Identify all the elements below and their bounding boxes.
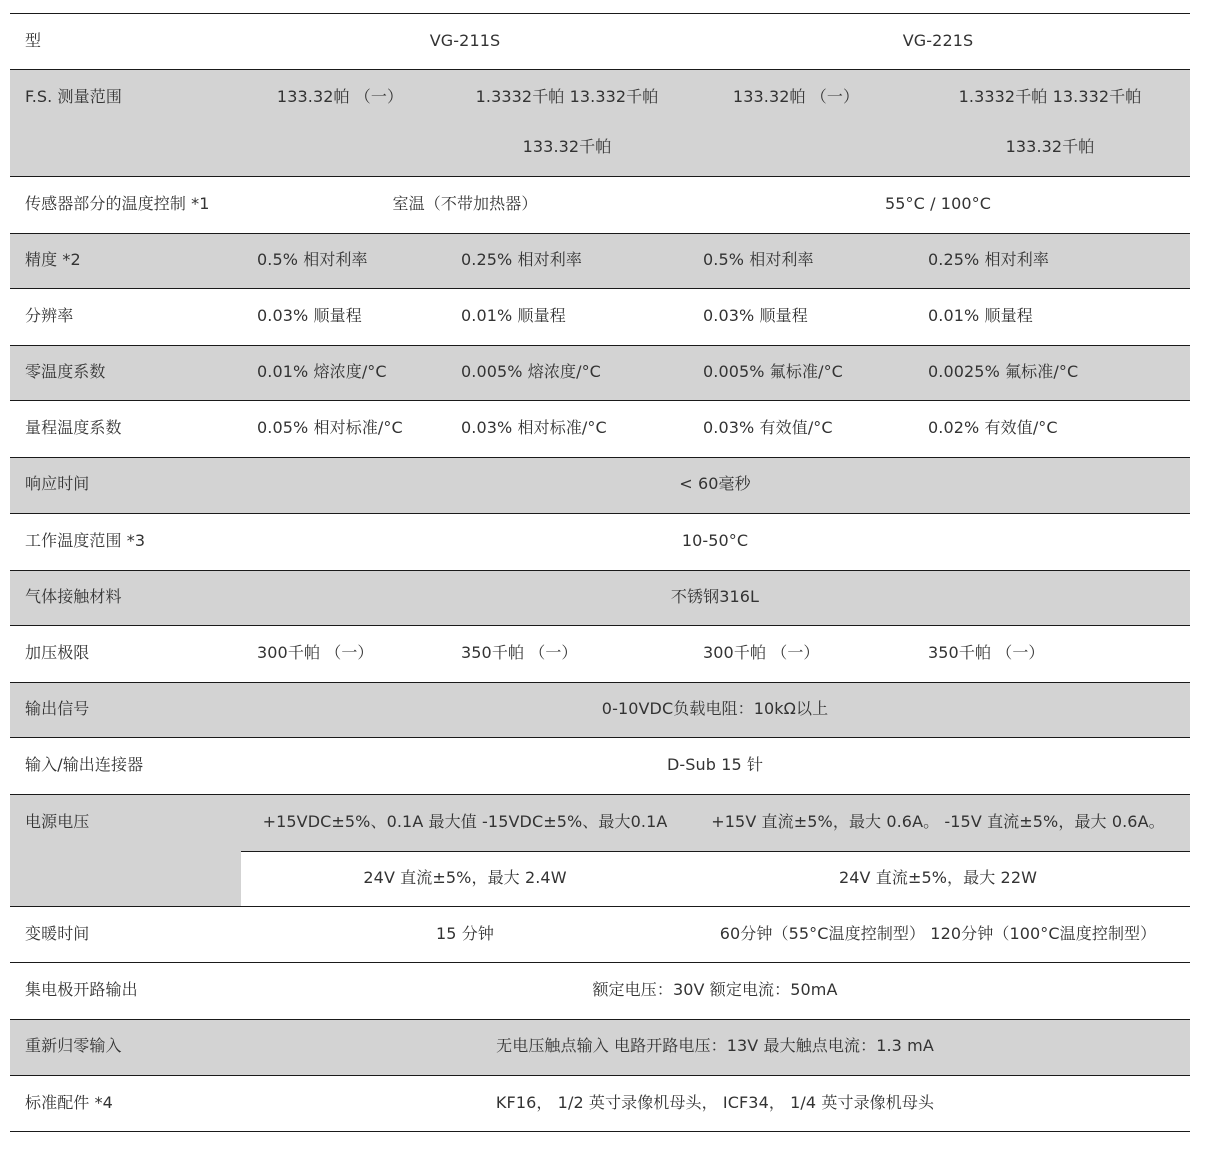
row-label-material: 气体接触材料 <box>25 587 122 606</box>
row-label-pressure-limit: 加压极限 <box>25 643 90 662</box>
range-c2b: 133.32千帕 <box>522 137 612 156</box>
accuracy-c2: 0.25% 相对利率 <box>461 250 582 269</box>
range-c2a: 1.3332千帕 13.332千帕 <box>475 87 659 106</box>
accuracy-c3: 0.5% 相对利率 <box>703 250 814 269</box>
range-c1: 133.32帕 （一） <box>276 87 404 106</box>
row-band-material <box>10 570 1190 625</box>
row-label-temp-control: 传感器部分的温度控制 *1 <box>25 194 210 213</box>
range-c4a: 1.3332千帕 13.332千帕 <box>958 87 1142 106</box>
rezero-value: 无电压触点输入 电路开路电压：13V 最大触点电流：1.3 mA <box>496 1036 934 1055</box>
operating-temp-value: 10-50°C <box>681 531 749 550</box>
pressure-limit-c3: 300千帕 （一） <box>703 643 820 662</box>
resolution-c3: 0.03% 顺量程 <box>703 306 808 325</box>
power-vg221-a: +15V 直流±5%，最大 0.6A。 -15V 直流±5%，最大 0.6A。 <box>711 812 1165 831</box>
temp-control-vg221: 55°C / 100°C <box>884 194 992 213</box>
pressure-limit-c1: 300千帕 （一） <box>257 643 374 662</box>
row-band-range <box>10 69 1190 176</box>
row-label-output-signal: 输出信号 <box>25 699 90 718</box>
output-signal-value: 0-10VDC负载电阻：10kΩ以上 <box>601 699 829 718</box>
row-label-span-temp: 量程温度系数 <box>25 418 122 437</box>
row-label-accessories: 标准配件 *4 <box>25 1093 113 1112</box>
row-label-collector: 集电极开路输出 <box>25 980 138 999</box>
row-band-output <box>10 682 1190 737</box>
span-temp-c2: 0.03% 相对标准/°C <box>461 418 607 437</box>
row-label-warmup: 变暖时间 <box>25 924 90 943</box>
zero-temp-c3: 0.005% 氟标准/°C <box>703 362 843 381</box>
row-band-response <box>10 457 1190 513</box>
row-label-accuracy: 精度 *2 <box>25 250 81 269</box>
row-label-response: 响应时间 <box>25 474 90 493</box>
model-vg211: VG-211S <box>429 31 501 50</box>
row-label-rezero: 重新归零输入 <box>25 1036 122 1055</box>
power-vg221-b: 24V 直流±5%，最大 22W <box>838 868 1038 887</box>
span-temp-c3: 0.03% 有效值/°C <box>703 418 833 437</box>
row-label-resolution: 分辨率 <box>25 306 74 325</box>
io-connector-value: D-Sub 15 针 <box>666 755 764 774</box>
range-c3: 133.32帕 （一） <box>732 87 860 106</box>
response-value: < 60毫秒 <box>679 474 751 493</box>
row-label-zero-temp: 零温度系数 <box>25 362 106 381</box>
accuracy-c1: 0.5% 相对利率 <box>257 250 368 269</box>
span-temp-c1: 0.05% 相对标准/°C <box>257 418 403 437</box>
row-label-model: 型 <box>25 31 42 50</box>
resolution-c4: 0.01% 顺量程 <box>928 306 1033 325</box>
accessories-value: KF16， 1/2 英寸录像机母头， ICF34， 1/4 英寸录像机母头 <box>495 1093 935 1112</box>
pressure-limit-c4: 350千帕 （一） <box>928 643 1045 662</box>
span-temp-c4: 0.02% 有效值/°C <box>928 418 1058 437</box>
resolution-c2: 0.01% 顺量程 <box>461 306 566 325</box>
collector-value: 额定电压：30V 额定电流：50mA <box>592 980 838 999</box>
material-value: 不锈钢316L <box>670 587 760 606</box>
pressure-limit-c2: 350千帕 （一） <box>461 643 578 662</box>
resolution-c1: 0.03% 顺量程 <box>257 306 362 325</box>
accuracy-c4: 0.25% 相对利率 <box>928 250 1049 269</box>
warmup-vg221: 60分钟（55°C温度控制型） 120分钟（100°C温度控制型） <box>719 924 1157 943</box>
power-vg211-b: 24V 直流±5%，最大 2.4W <box>363 868 567 887</box>
power-vg211-a: +15VDC±5%、0.1A 最大值 -15VDC±5%、最大0.1A <box>262 812 668 831</box>
model-vg221: VG-221S <box>902 31 974 50</box>
row-label-power: 电源电压 <box>25 812 90 831</box>
zero-temp-c2: 0.005% 熔浓度/°C <box>461 362 601 381</box>
temp-control-vg211: 室温（不带加热器） <box>392 194 538 213</box>
row-label-range: F.S. 测量范围 <box>25 87 122 106</box>
range-c4b: 133.32千帕 <box>1005 137 1095 156</box>
row-label-operating-temp: 工作温度范围 *3 <box>25 531 146 550</box>
zero-temp-c4: 0.0025% 氟标准/°C <box>928 362 1079 381</box>
zero-temp-c1: 0.01% 熔浓度/°C <box>257 362 387 381</box>
row-label-io-connector: 输入/输出连接器 <box>25 755 144 774</box>
warmup-vg211: 15 分钟 <box>436 924 494 943</box>
